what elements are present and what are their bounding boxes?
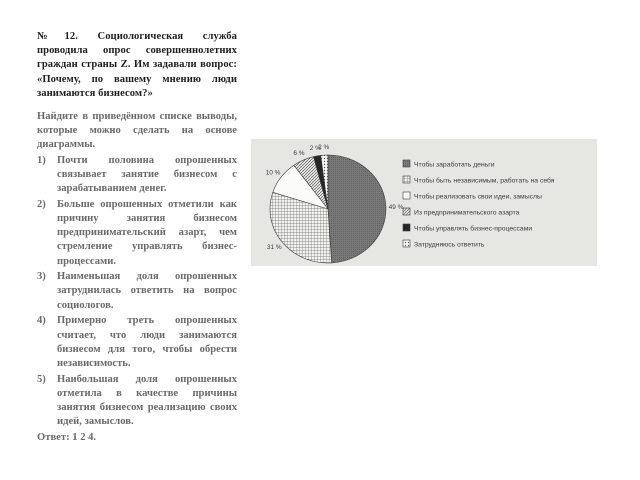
answer-text: Ответ: 1 2 4. xyxy=(37,431,97,443)
legend-swatch xyxy=(403,240,410,247)
legend-label: Чтобы управлять бизнес-процессами xyxy=(414,225,533,233)
legend-swatch xyxy=(403,160,410,167)
answer-option xyxy=(37,373,237,430)
option-number: 3) xyxy=(37,271,46,283)
task-question: Найдите в приведённом списке выводы, которые можно сделать на основе диаграммы. xyxy=(37,111,237,151)
pie-slice-percent: 10 % xyxy=(265,169,281,177)
pie-chart xyxy=(251,139,597,266)
option-text: Больше опрошенных отметили как причину занятия бизнесом предпринимательский азарт, чем стремление управлять бизнес-процессами. xyxy=(57,198,237,267)
legend-label: Чтобы реализовать свои идеи, замыслы xyxy=(414,193,542,201)
legend-label: Чтобы быть независимым, работать на себя xyxy=(414,177,555,185)
option-text: Примерно треть опрошенных считает, что люди занимаются бизнесом для того, чтобы обрести независимость. xyxy=(57,315,237,369)
answer-option xyxy=(37,270,237,313)
option-text: Наибольшая доля опрошенных отметила в качестве причины занятия бизнесом реализацию своих идей, замыслов. xyxy=(57,373,237,428)
answer-option xyxy=(37,154,237,197)
chart-legend xyxy=(403,160,555,249)
legend-swatch xyxy=(403,224,410,231)
task-heading: №12. Социологическая служба проводила опрос совершеннолетних граждан страны Z. Им задавали вопрос: «Почему, по вашему мнению люди занимаются бизнесом?» xyxy=(37,31,237,99)
legend-label: Из предпринимательского азарта xyxy=(414,209,520,217)
pie-slices xyxy=(270,155,386,263)
pie-slice-percent: 31 % xyxy=(266,244,282,251)
legend-swatch xyxy=(403,208,410,215)
pie-slice-percent: 6 % xyxy=(293,149,305,157)
answer-option xyxy=(37,314,237,371)
pie-slice-percent: 2 % xyxy=(309,145,321,153)
answer-option xyxy=(37,198,237,269)
option-number: 1) xyxy=(37,154,46,166)
option-number: 4) xyxy=(37,315,46,327)
option-text: Почти половина опрошенных связывает занятие бизнесом с зарабатыванием денег. xyxy=(57,154,237,195)
pie-slice-percent: 2 % xyxy=(318,144,330,152)
pie-slice-percent: 49 % xyxy=(388,204,404,212)
option-number: 2) xyxy=(37,198,46,210)
option-text: Наименьшая доля опрошенных затруднилась ответить на вопрос социологов. xyxy=(57,271,237,311)
pie-chart-photo xyxy=(251,139,597,266)
legend-swatch xyxy=(403,176,410,183)
legend-swatch xyxy=(403,192,410,199)
pie-slice xyxy=(328,155,386,263)
option-number: 5) xyxy=(37,373,46,385)
answer-options-list xyxy=(37,154,237,430)
legend-label: Чтобы заработать деньги xyxy=(414,161,495,169)
legend-label: Затрудняюсь ответить xyxy=(414,241,485,249)
task-text-column xyxy=(37,30,237,445)
